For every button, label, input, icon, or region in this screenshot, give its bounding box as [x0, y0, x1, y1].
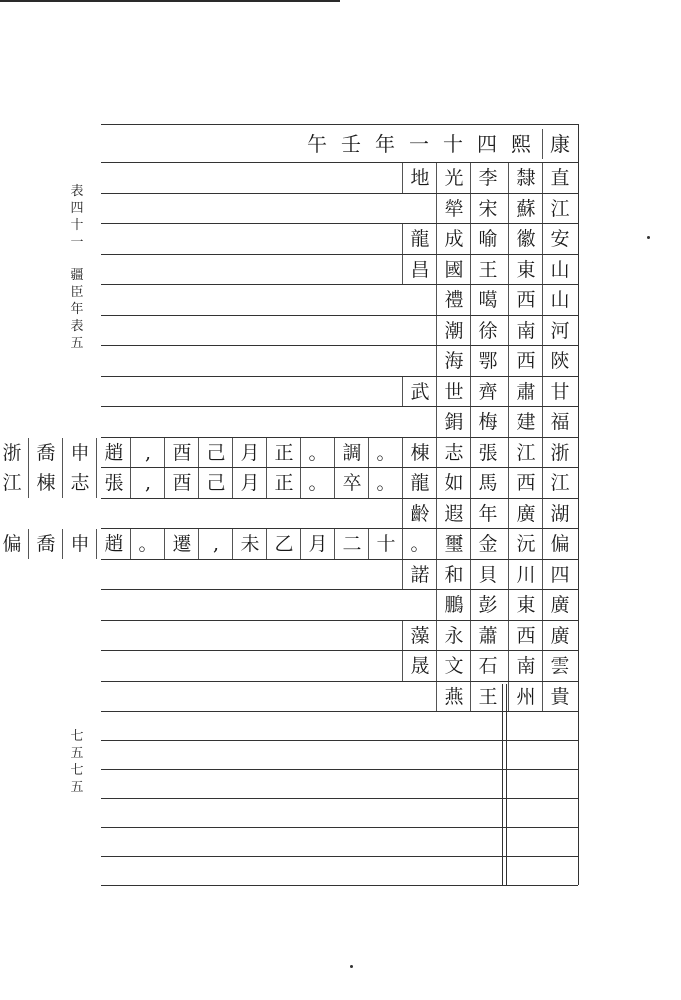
- official-char: 遐: [436, 499, 471, 529]
- official-char: 海: [436, 346, 471, 376]
- official-char: 鋗: [436, 407, 471, 437]
- province-char: 四: [542, 560, 577, 590]
- province-char: 西: [508, 621, 543, 651]
- official-char: 月: [232, 438, 267, 468]
- province-char: 州: [508, 682, 543, 712]
- side-char: 表: [70, 184, 84, 199]
- table-top-rule: [101, 124, 578, 125]
- official-char: 光: [436, 163, 471, 193]
- official-char: 彭: [470, 590, 505, 620]
- official-char: 武: [402, 377, 437, 407]
- official-char: 江: [0, 468, 29, 498]
- ink-speck: [350, 965, 353, 968]
- header-char: 年: [375, 132, 395, 156]
- page-number: [66, 728, 88, 796]
- official-char: 調: [334, 438, 369, 468]
- official-char: 石: [470, 651, 505, 681]
- side-char: 表: [70, 319, 84, 334]
- province-char: 廣: [542, 621, 577, 651]
- official-char: 月: [232, 468, 267, 498]
- official-char: 張: [470, 438, 505, 468]
- official-char: 己: [198, 468, 233, 498]
- side-char: 五: [70, 746, 84, 761]
- official-char: 如: [436, 468, 471, 498]
- official-char: 浙: [0, 438, 29, 468]
- province-char: 湖: [542, 499, 577, 529]
- official-char: 棟: [28, 468, 63, 498]
- official-char: 宋: [470, 194, 505, 224]
- official-char: 永: [436, 621, 471, 651]
- official-char: 趙: [96, 438, 131, 468]
- official-char: 王: [470, 255, 505, 285]
- ink-speck: [647, 236, 650, 239]
- side-char: 四: [70, 201, 84, 216]
- official-char: 王: [470, 682, 505, 712]
- official-char: 徐: [470, 316, 505, 346]
- province-char: 建: [508, 407, 543, 437]
- province-char: 川: [508, 560, 543, 590]
- province-char: 山: [542, 285, 577, 315]
- province-char: 東: [508, 255, 543, 285]
- province-char: 蘇: [508, 194, 543, 224]
- official-char: 偏: [0, 529, 29, 559]
- official-char: 噶: [470, 285, 505, 315]
- official-char: 。: [368, 468, 403, 498]
- province-char: 貴: [542, 682, 577, 712]
- header-char: 熙: [511, 132, 531, 156]
- header-char: 一: [409, 132, 429, 156]
- official-char: 酉: [164, 438, 199, 468]
- header-char: 十: [443, 132, 463, 156]
- province-char: 廣: [542, 590, 577, 620]
- province-char: 江: [542, 468, 577, 498]
- province-char: 江: [542, 194, 577, 224]
- province-char: 甘: [542, 377, 577, 407]
- official-char: 蕭: [470, 621, 505, 651]
- official-char: ,: [130, 438, 165, 468]
- official-char: 國: [436, 255, 471, 285]
- official-char: 。: [368, 438, 403, 468]
- province-char: 徽: [508, 224, 543, 254]
- province-char: 山: [542, 255, 577, 285]
- province-char: 雲: [542, 651, 577, 681]
- official-char: 。: [130, 529, 165, 559]
- official-char: 昌: [402, 255, 437, 285]
- official-char: 志: [62, 468, 97, 498]
- header-char: 四: [477, 132, 497, 156]
- official-char: 申: [62, 438, 97, 468]
- province-char: 廣: [508, 499, 543, 529]
- official-char: 遷: [164, 529, 199, 559]
- top-rule: [0, 0, 340, 2]
- province-char: 直: [542, 163, 577, 193]
- province-char: 西: [508, 346, 543, 376]
- province-char: 西: [508, 285, 543, 315]
- official-char: 犖: [436, 194, 471, 224]
- official-char: 。: [300, 468, 335, 498]
- official-char: 齊: [470, 377, 505, 407]
- side-char: 臣: [70, 285, 84, 300]
- official-char: 璽: [436, 529, 471, 559]
- province-char: 南: [508, 651, 543, 681]
- split-rule: [506, 684, 507, 885]
- official-char: 喻: [470, 224, 505, 254]
- side-char: 一: [70, 235, 84, 250]
- official-char: 世: [436, 377, 471, 407]
- side-char: 五: [70, 780, 84, 795]
- official-char: 乙: [266, 529, 301, 559]
- side-char: 五: [70, 336, 84, 351]
- official-char: 十: [368, 529, 403, 559]
- official-char: 成: [436, 224, 471, 254]
- official-char: 正: [266, 468, 301, 498]
- official-char: 燕: [436, 682, 471, 712]
- province-char: 安: [542, 224, 577, 254]
- split-rule: [502, 684, 503, 885]
- official-char: 和: [436, 560, 471, 590]
- official-char: 酉: [164, 468, 199, 498]
- official-char: 鵬: [436, 590, 471, 620]
- official-char: 馬: [470, 468, 505, 498]
- official-char: 。: [300, 438, 335, 468]
- side-char: 七: [70, 763, 84, 778]
- table-right-rule: [578, 124, 579, 885]
- official-char: 諾: [402, 560, 437, 590]
- official-char: 未: [232, 529, 267, 559]
- province-char: 東: [508, 590, 543, 620]
- official-char: 喬: [28, 529, 63, 559]
- side-char: 七: [70, 729, 84, 744]
- official-char: 鄂: [470, 346, 505, 376]
- official-char: 志: [436, 438, 471, 468]
- side-char: 十: [70, 218, 84, 233]
- official-char: 文: [436, 651, 471, 681]
- official-char: 貝: [470, 560, 505, 590]
- header-char: 康: [542, 129, 577, 159]
- official-char: 地: [402, 163, 437, 193]
- province-char: 偏: [542, 529, 577, 559]
- side-char: 疆: [70, 268, 84, 283]
- official-char: 卒: [334, 468, 369, 498]
- header-char: 壬: [341, 132, 361, 156]
- official-char: 趙: [96, 529, 131, 559]
- official-char: 禮: [436, 285, 471, 315]
- province-char: 陝: [542, 346, 577, 376]
- province-char: 西: [508, 468, 543, 498]
- province-char: 浙: [542, 438, 577, 468]
- official-char: ,: [198, 529, 233, 559]
- official-char: 。: [402, 529, 437, 559]
- official-char: 梅: [470, 407, 505, 437]
- official-char: 潮: [436, 316, 471, 346]
- official-char: 己: [198, 438, 233, 468]
- province-char: 南: [508, 316, 543, 346]
- official-char: 申: [62, 529, 97, 559]
- official-char: 年: [470, 499, 505, 529]
- province-char: 福: [542, 407, 577, 437]
- province-char: 隸: [508, 163, 543, 193]
- official-char: 張: [96, 468, 131, 498]
- official-char: 棟: [402, 438, 437, 468]
- official-char: ,: [130, 468, 165, 498]
- official-char: 龍: [402, 224, 437, 254]
- official-char: 龍: [402, 468, 437, 498]
- official-char: 正: [266, 438, 301, 468]
- province-char: 肅: [508, 377, 543, 407]
- province-char: 河: [542, 316, 577, 346]
- side-char: 年: [70, 302, 84, 317]
- province-char: 江: [508, 438, 543, 468]
- official-char: 藻: [402, 621, 437, 651]
- official-char: 喬: [28, 438, 63, 468]
- empty-row-rule: [101, 885, 578, 886]
- header-char: 午: [307, 132, 327, 156]
- official-char: 晟: [402, 651, 437, 681]
- official-char: 齡: [402, 499, 437, 529]
- official-char: 二: [334, 529, 369, 559]
- official-char: 月: [300, 529, 335, 559]
- official-char: 金: [470, 529, 505, 559]
- official-char: 李: [470, 163, 505, 193]
- province-char: 沅: [508, 529, 543, 559]
